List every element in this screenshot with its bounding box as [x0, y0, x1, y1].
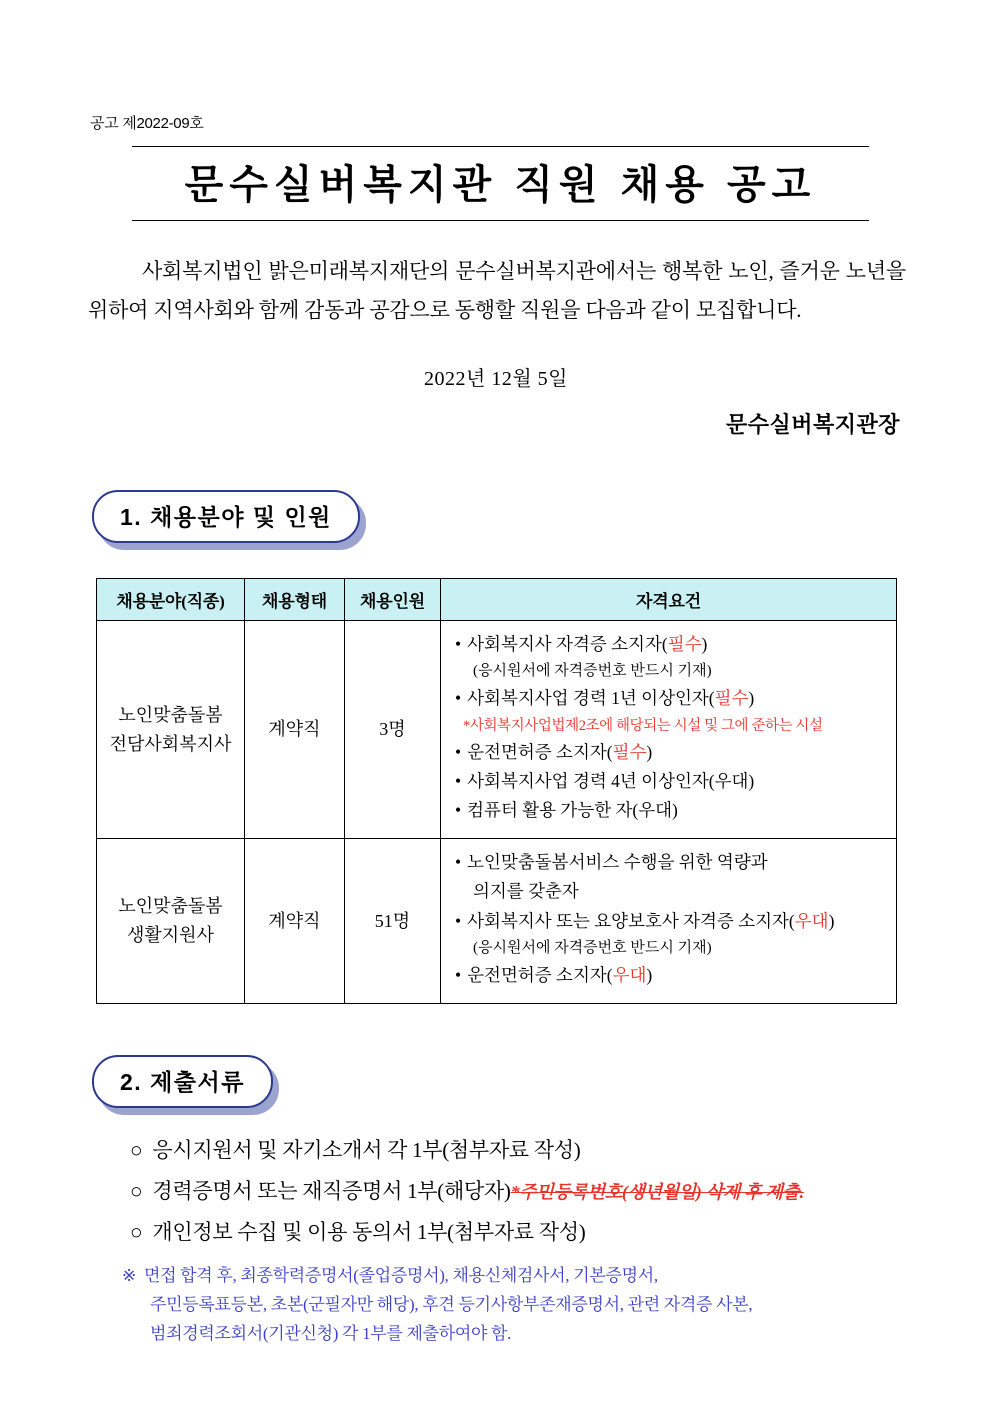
documents-list — [130, 1130, 930, 1253]
requirement-item: *사회복지사업법제2조에 해당되는 시설 및 그에 준하는 시설 — [463, 717, 823, 734]
requirement-item: • 운전면허증 소지자(필수) — [455, 739, 888, 766]
document-item-label: 경력증명서 또는 재직증명서 1부(해당자) — [152, 1178, 511, 1203]
section-heading-1: 1. 채용분야 및 인원 — [92, 490, 360, 543]
document-item — [130, 1212, 930, 1253]
footnote-mark: ※ — [122, 1266, 136, 1285]
circle-marker-icon: ○ — [130, 1138, 143, 1162]
cell-requirements — [441, 621, 897, 839]
requirement-item: (응시원서에 자격증번호 반드시 기재) — [473, 663, 712, 680]
requirement-item: • 컴퓨터 활용 가능한 자(우대) — [455, 797, 888, 824]
circle-marker-icon: ○ — [130, 1178, 143, 1203]
field-line-1: 노인맞춤돌봄 — [118, 704, 223, 725]
field-line-2: 전담사회복지사 — [109, 733, 232, 754]
documents-footnote — [122, 1262, 912, 1349]
document-item-label: 응시지원서 및 자기소개서 각 1부(첨부자료 작성) — [152, 1138, 581, 1162]
requirement-emphasis: 우대 — [794, 910, 829, 931]
cell-count: 3명 — [345, 621, 441, 839]
cell-type: 계약직 — [245, 839, 345, 1004]
intro-text: 사회복지법인 밝은미래복지재단의 문수실버복지관에서는 행복한 노인, 즐거운 노년을 위하여 지역사회와 함께 감동과 공감으로 동행할 직원을 다음과 같이 모집합니다. — [88, 259, 906, 322]
field-line-1: 노인맞춤돌봄 — [118, 896, 223, 917]
footnote-line-3: 범죄경력조회서(기관신청) 각 1부를 제출하여야 함. — [150, 1323, 512, 1343]
requirement-emphasis: 필수 — [714, 688, 749, 709]
document-item — [130, 1171, 930, 1212]
requirement-item: • 운전면허증 소지자(우대) — [455, 962, 888, 989]
cell-count: 51명 — [345, 839, 441, 1004]
cell-field — [97, 839, 245, 1004]
footnote-line-1: 면접 합격 후, 최종학력증명서(졸업증명서), 채용신체검사서, 기본증명서, — [143, 1266, 658, 1285]
requirement-emphasis: 필수 — [667, 634, 702, 654]
requirement-item: • 사회복지사업 경력 4년 이상인자(우대) — [455, 768, 888, 795]
th-requirements: 자격요건 — [441, 579, 897, 621]
requirement-emphasis: 필수 — [612, 741, 647, 762]
page-title: 문수실버복지관 직원 채용 공고 — [184, 163, 817, 207]
document-item-strikethrough-note: *주민등록번호(생년월일) 삭제 후 제출. — [510, 1181, 804, 1202]
requirement-item: 의지를 갖춘자 — [473, 881, 579, 902]
footnote-line-2: 주민등록표등본, 초본(군필자만 해당), 후견 등기사항부존재증명서, 관련 자격증 사본, — [150, 1294, 753, 1314]
requirement-item: • 노인맞춤돌봄서비스 수행을 위한 역량과 — [455, 849, 888, 876]
recruit-table-wrap — [96, 578, 896, 1004]
field-line-2: 생활지원사 — [127, 925, 214, 946]
table-row — [97, 621, 897, 839]
document-number: 공고 제2022-09호 — [90, 115, 204, 132]
table-body — [97, 621, 897, 1004]
requirement-item: • 사회복지사업 경력 1년 이상인자(필수) — [455, 685, 888, 712]
section-heading-2: 2. 제출서류 — [92, 1055, 273, 1108]
cell-type: 계약직 — [245, 621, 345, 839]
cell-field — [97, 621, 245, 839]
requirement-item: (응시원서에 자격증번호 반드시 기재) — [473, 939, 712, 956]
title-block — [132, 146, 869, 221]
circle-marker-icon: ○ — [130, 1219, 143, 1244]
announcement-date: 2022년 12월 5일 — [424, 368, 568, 390]
document-item-label: 개인정보 수집 및 이용 동의서 1부(첨부자료 작성) — [152, 1219, 586, 1244]
cell-requirements — [441, 839, 897, 1004]
th-count: 채용인원 — [345, 579, 441, 621]
requirement-item: • 사회복지사 자격증 소지자(필수) — [455, 631, 888, 658]
th-field: 채용분야(직종) — [97, 579, 245, 621]
table-row — [97, 839, 897, 1004]
recruit-table — [96, 578, 897, 1004]
requirement-emphasis: 우대 — [612, 964, 647, 985]
intro-paragraph — [88, 252, 906, 330]
document-item — [130, 1130, 930, 1171]
signature-line: 문수실버복지관장 — [725, 412, 900, 437]
table-header-row — [97, 579, 897, 621]
th-type: 채용형태 — [245, 579, 345, 621]
requirement-item: • 사회복지사 또는 요양보호사 자격증 소지자(우대) — [455, 908, 888, 935]
